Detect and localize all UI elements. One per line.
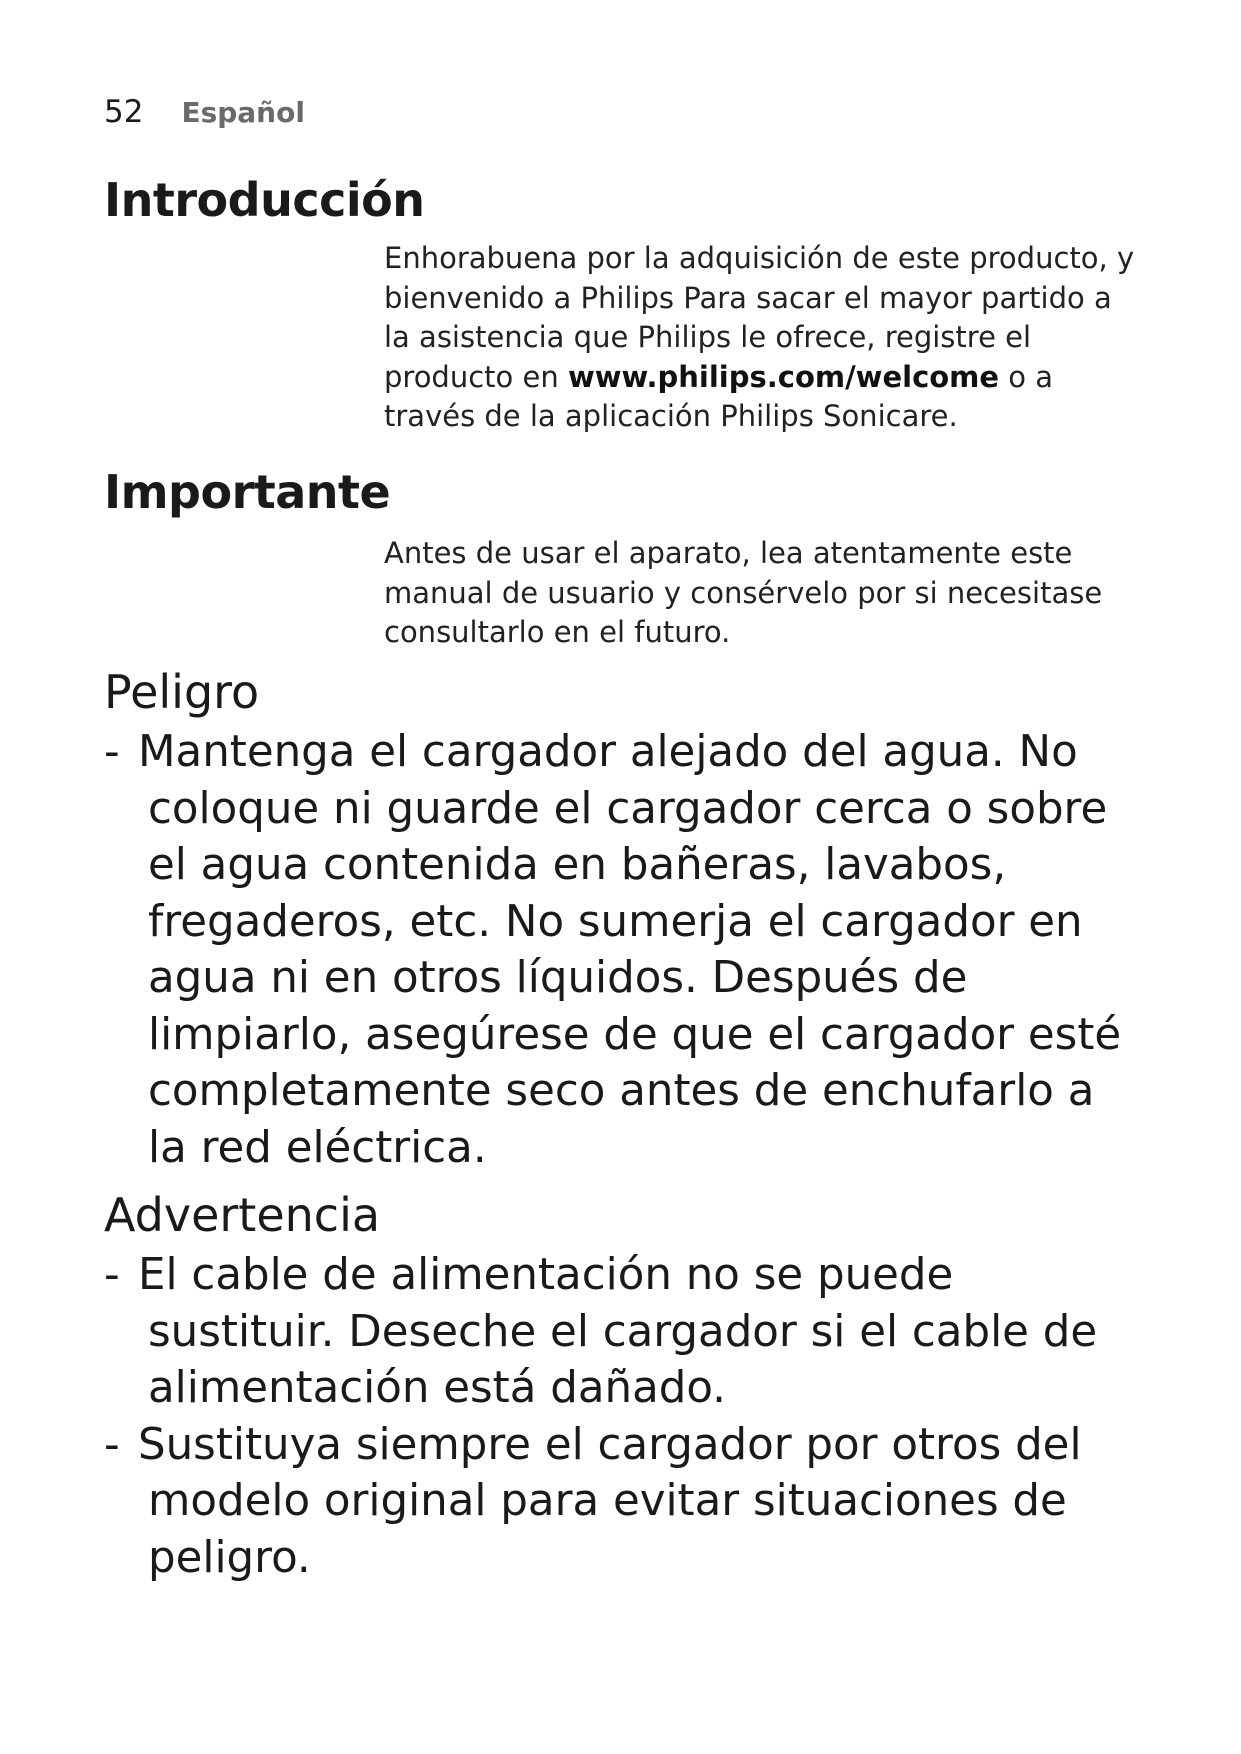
intro-paragraph — [384, 239, 1144, 437]
page-number: 52 — [104, 94, 144, 130]
warning-heading: Advertencia — [104, 1188, 381, 1242]
dash-bullet: - — [104, 1419, 120, 1470]
page-header — [104, 92, 305, 133]
warning-item-text: Sustituya siempre el cargador por otros del modelo original para evitar situaciones de peligro. — [138, 1419, 1082, 1583]
danger-item-text: Mantenga el cargador alejado del agua. No coloque ni guarde el cargador cerca o sobre el agua contenida en bañeras, lavabos, fregaderos, etc. No sumerja el cargador en agua ni en otros líquidos. Después de limpiarlo, asegúrese de que el cargador esté completamente seco antes de enchufarlo a la red eléctrica. — [138, 727, 1122, 1173]
danger-list — [104, 724, 1144, 1176]
welcome-url: www.philips.com/welcome — [567, 359, 1000, 394]
danger-heading: Peligro — [104, 665, 260, 719]
warning-list — [104, 1247, 1144, 1586]
dash-bullet: - — [104, 1250, 120, 1300]
list-item — [104, 1247, 1144, 1417]
intro-text: Enhorabuena por la adquisición de este producto, y bienvenido a Philips Para sacar el mayor partido a la asistencia que Philips le ofrece, registre el producto en — [384, 241, 1135, 394]
language-label: Español — [181, 96, 305, 129]
list-item — [104, 724, 1144, 1176]
dash-bullet: - — [104, 727, 120, 777]
intro-text-end: o a través de la aplicación Philips Sonicare. — [384, 359, 1054, 433]
important-paragraph: Antes de usar el aparato, lea atentamente este manual de usuario y consérvelo por si necesitase consultarlo en el futuro. — [384, 536, 1103, 649]
list-item — [104, 1417, 1144, 1587]
warning-item-text: El cable de alimentación no se puede sustituir. Deseche el cargador si el cable de alimentación está dañado. — [138, 1250, 1098, 1413]
important-heading: Importante — [104, 465, 391, 519]
intro-heading: Introducción — [104, 173, 425, 227]
